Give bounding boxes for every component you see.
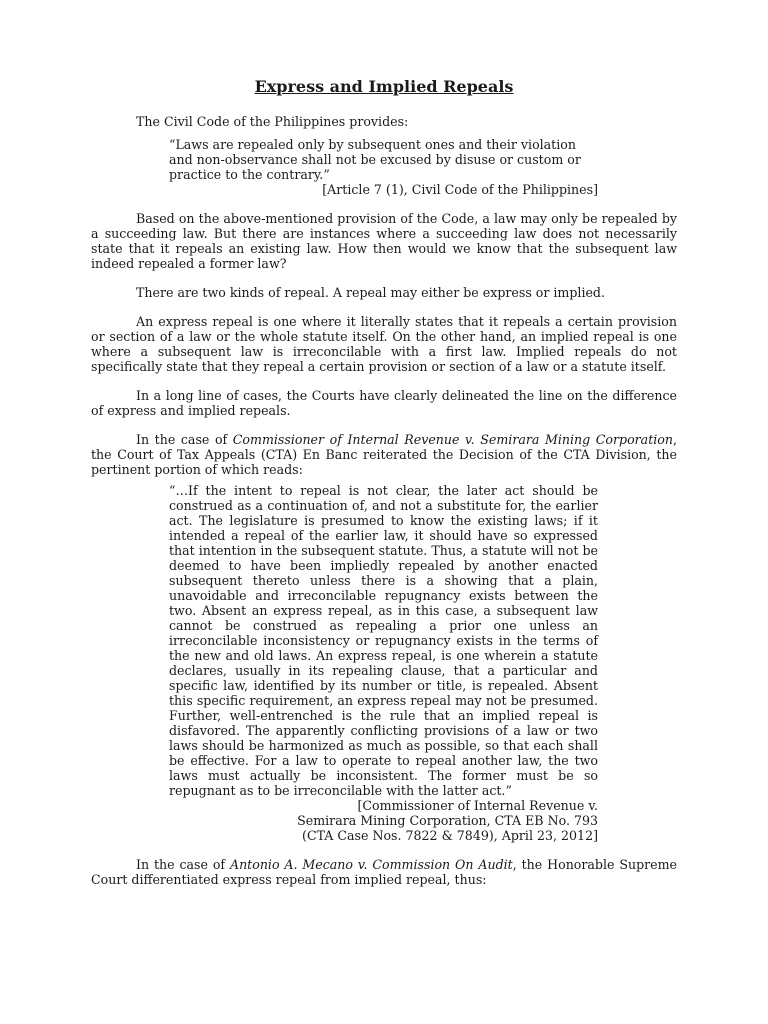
paragraph-mecano-case	[91, 857, 677, 887]
cta-citation-line-3: (CTA Case Nos. 7822 & 7849), April 23, 2012]	[302, 828, 598, 843]
paragraph-definitions: An express repeal is one where it literally states that it repeals a certain provision or section of a law or the whole statute itself. On the other hand, an implied repeal is one where a subsequent law is irreconcilable with a first law. Implied repeals do not specifically state that they repeal a certain provision or section of a law or a statute itself.	[91, 314, 677, 374]
paragraph-succeeding-law: Based on the above-mentioned provision of the Code, a law may only be repealed by a succeeding law. But there are instances where a succeeding law does not necessarily state that it repeals an existing law. How then would we know that the subsequent law indeed repealed a former law?	[91, 211, 677, 271]
civil-code-citation: [Article 7 (1), Civil Code of the Philippines]	[322, 182, 598, 197]
paragraph-semirara-case	[91, 432, 677, 477]
cta-citation-line-1: [Commissioner of Internal Revenue v.	[357, 798, 598, 813]
cta-quote: “…If the intent to repeal is not clear, the later act should be construed as a continuation of, and not a substitute for, the earlier act. The legislature is presumed to know the existing laws; if it intended a repeal of the earlier law, it should have so expressed that intention in the subsequent statute. Thus, a statute will not be deemed to have been impliedly repealed by another enacted subsequent thereto unless there is a showing that a plain, unavoidable and irreconcilable repugnancy exists between the two. Absent an express repeal, as in this case, a subsequent law cannot be construed as repealing a prior one unless an irreconcilable inconsistency or repugnancy exists in the terms of the new and old laws. An express repeal, is one wherein a statute declares, usually in its repealing clause, that a particular and specific law, identified by its number or title, is repealed. Absent this specific requirement, an express repeal may not be presumed. Further, well-entrenched is the rule that an implied repeal is disfavored. The apparently conflicting provisions of a law or two laws should be harmonized as much as possible, so that each shall be effective. For a law to operate to repeal another law, the two laws must actually be inconsistent. The former must be so repugnant as to be irreconcilable with the latter act.”	[169, 483, 598, 798]
intro-paragraph: The Civil Code of the Philippines provides:	[136, 114, 409, 129]
mecano-text-pre: In the case of	[136, 857, 230, 872]
semirara-text-pre: In the case of	[136, 432, 233, 447]
document-title: Express and Implied Repeals	[254, 77, 514, 96]
cta-citation-line-2: Semirara Mining Corporation, CTA EB No. 793	[297, 813, 598, 828]
mecano-text-post: , the Honorable Supreme Court differentiated express repeal from implied repeal, thus:	[91, 857, 678, 887]
paragraph-two-kinds: There are two kinds of repeal. A repeal may either be express or implied.	[136, 285, 605, 300]
civil-code-quote: “Laws are repealed only by subsequent ones and their violation and non-observance shall not be excused by disuse or custom or practice to the contrary.”	[169, 137, 581, 182]
semirara-case-name: Commissioner of Internal Revenue v. Semirara Mining Corporation	[232, 432, 673, 447]
mecano-case-name: Antonio A. Mecano v. Commission On Audit	[229, 857, 513, 872]
semirara-text-post: , the Court of Tax Appeals (CTA) En Banc reiterated the Decision of the CTA Division, the pertinent portion of which reads:	[91, 432, 677, 477]
paragraph-line-of-cases: In a long line of cases, the Courts have clearly delineated the line on the difference of express and implied repeals.	[91, 388, 677, 418]
